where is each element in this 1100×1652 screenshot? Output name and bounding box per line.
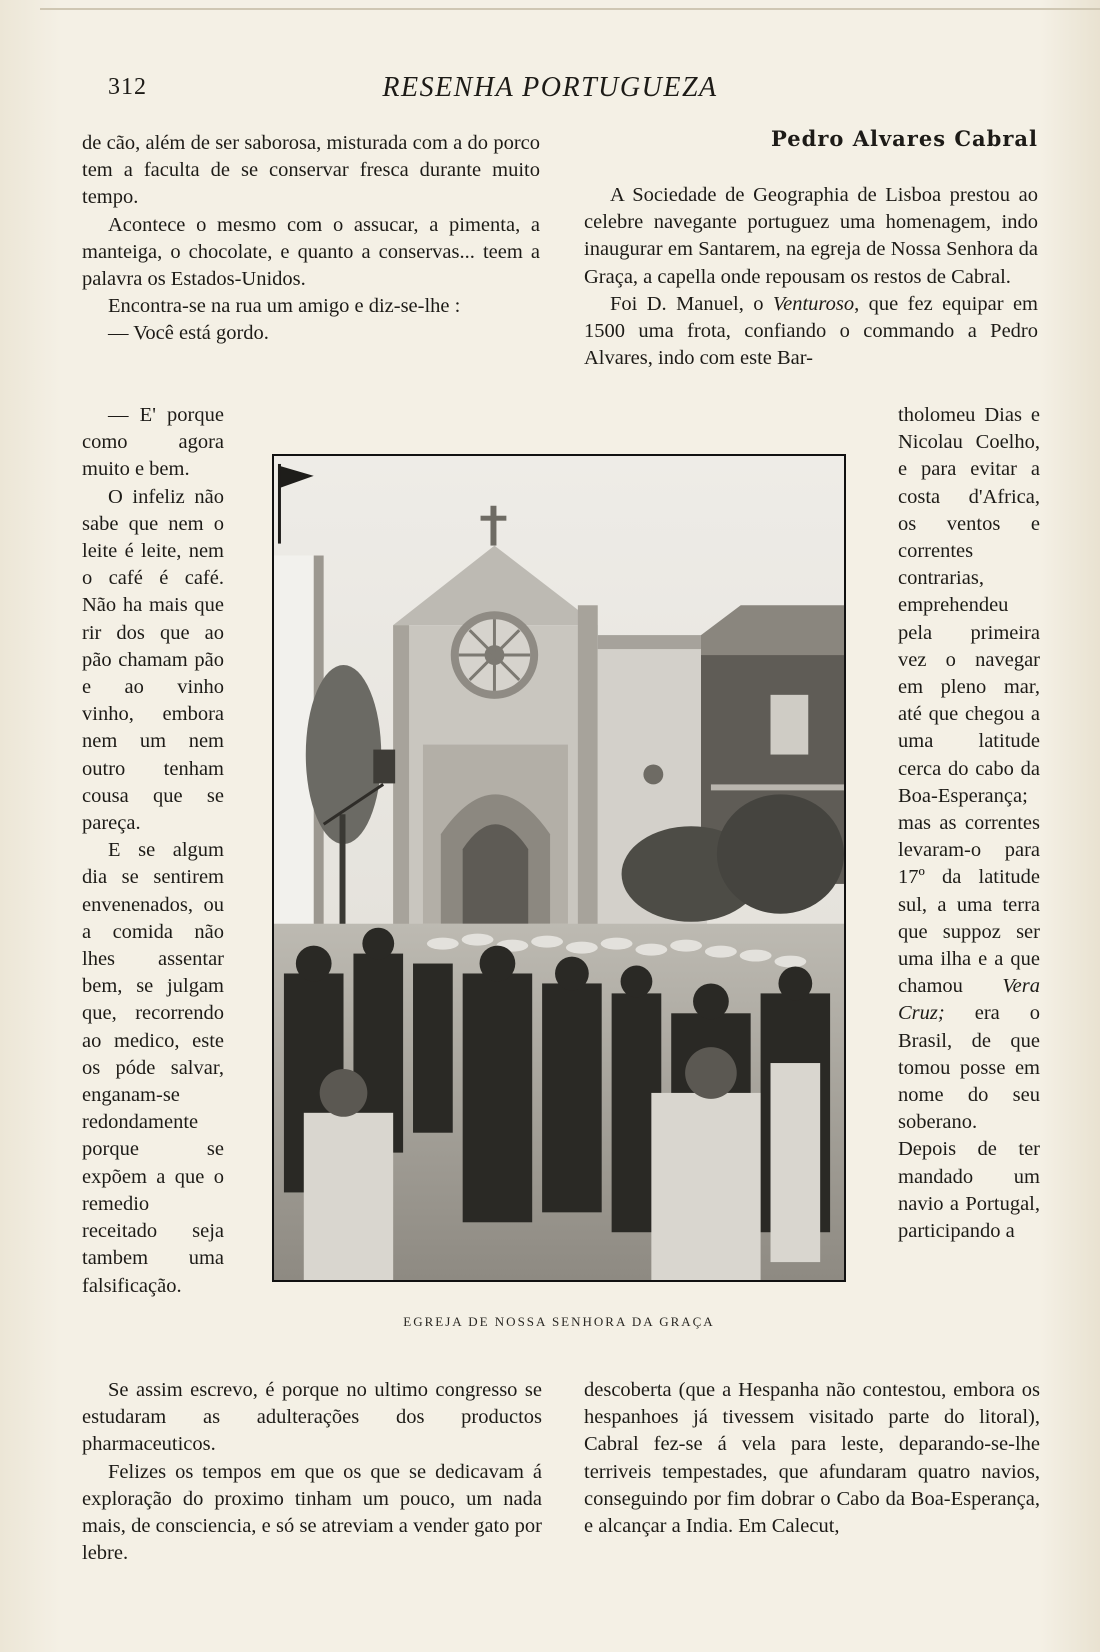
italic-run: Vera Cruz; (898, 975, 1040, 1025)
text-run: era o Brasil, de que tomou posse em nome do seu soberano. Depois de ter mandado um navio a Portugal, participando a (898, 1002, 1040, 1243)
left-column-narrow (82, 402, 224, 1300)
church-photograph (272, 454, 846, 1282)
paragraph: Encontra-se na rua um amigo e diz-se-lhe : (108, 295, 461, 318)
photo-caption: EGREJA DE NOSSA SENHORA DA GRAÇA (403, 1314, 715, 1329)
paragraph (898, 402, 1040, 1245)
page-top-edge (40, 8, 1100, 10)
running-title: RESENHA PORTUGUEZA (382, 72, 718, 103)
left-column-bottom (82, 1377, 542, 1567)
left-column-top (82, 130, 540, 348)
right-column-top (584, 182, 1038, 372)
paragraph: Acontece o mesmo com o assucar, a pimenta, a manteiga, o chocolate, e quanto a conservas... teem a palavra os Estados-Unidos. (82, 213, 540, 291)
article-title: Pedro Alvares Cabral (771, 126, 1038, 151)
page-number: 312 (108, 74, 147, 100)
paragraph: — Você está gordo. (108, 322, 269, 345)
paragraph: E se algum dia se sentirem envenenados, ou a comida não lhes assentar bem, se julgam que, recorrendo ao medico, este os póde salvar, enganam-se redondamente porque se expõem a que o remedio receitado seja tambem uma falsificação. (82, 839, 224, 1297)
paragraph (584, 291, 1038, 373)
text-run: Foi D. Manuel, o (610, 292, 773, 315)
paragraph: descoberta (que a Hespanha não contestou, embora os hespanhoes já tivessem visitado parte do litoral), Cabral fez-se á vela para leste, deparando-se-lhe terriveis tempestades, que afundaram quatro navios, conseguindo por fim dobrar o Cabo da Boa-Esperança, e alcançar a India. Em Calecut, (584, 1379, 1040, 1538)
paragraph: — E' porque como agora muito e bem. (82, 404, 224, 481)
italic-run: Venturoso (772, 292, 855, 315)
text-run: , que fez equipar em 1500 uma frota, confiando o commando a Pedro Alvares, indo com este Bar- (584, 292, 1038, 370)
text-run: tholomeu Dias e Nicolau Coelho, e para evitar a costa d'Africa, os ventos e correntes contrarias, emprehendeu pela primeira vez o navegar em pleno mar, até que chegou a uma latitude cerca do cabo da Boa-Esperança; mas as correntes levaram-o para 17º da latitude sul, a uma terra que suppoz ser uma ilha e a que chamou (898, 404, 1040, 998)
right-column-narrow (898, 402, 1040, 1245)
paragraph: Felizes os tempos em que os que se dedicavam á exploração do proximo tinham um pouco, um nada mais, de consciencia, e só se atreviam a vender gato por lebre. (82, 1460, 542, 1565)
photo-illustration (274, 456, 844, 1280)
paragraph: Se assim escrevo, é porque no ultimo congresso se estudaram as adulterações dos productos pharmaceuticos. (82, 1379, 542, 1456)
paragraph: A Sociedade de Geographia de Lisboa prestou ao celebre navegante portuguez uma homenagem, indo inaugurar em Santarem, na egreja de Nossa Senhora da Graça, a capella onde repousam os restos de Cabral. (584, 184, 1038, 288)
paragraph: de cão, além de ser saborosa, misturada com a do porco tem a faculta de se conservar fresca durante muito tempo. (82, 132, 540, 209)
paragraph: O infeliz não sabe que nem o leite é leite, nem o café é café. Não ha mais que rir dos que ao pão chamam pão e ao vinho vinho, embora nem um nem outro tenham cousa que se pareça. (82, 485, 224, 835)
right-column-bottom (584, 1377, 1040, 1540)
